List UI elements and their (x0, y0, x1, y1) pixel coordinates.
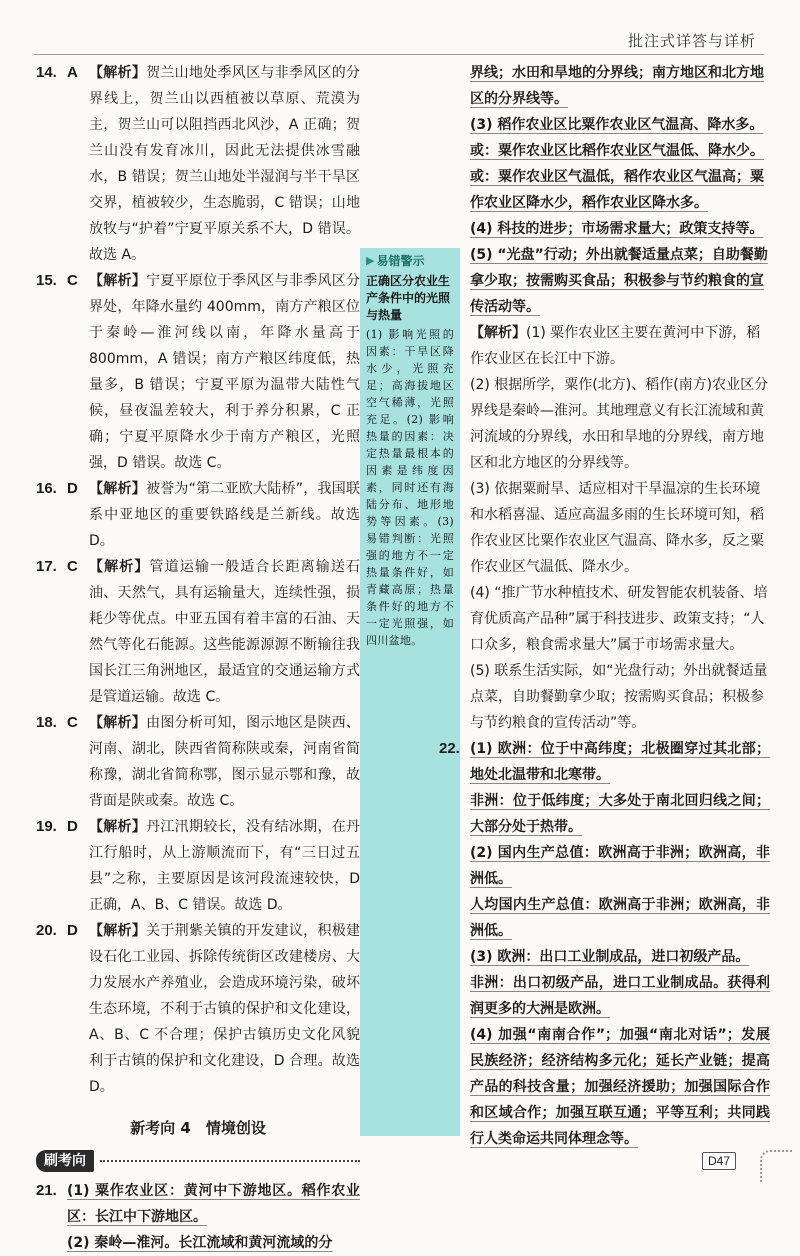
analysis-text: 被誉为“第二亚欧大陆桥”，我国联系中亚地区的重要铁路线是兰新线。故选 D。 (89, 481, 360, 549)
answer-15 (36, 268, 360, 476)
right-column (439, 60, 770, 1152)
question-number: 22. (439, 740, 460, 757)
answer-letter: D (67, 922, 78, 939)
answer-line: (3) 欧洲：出口工业制成品，进口初级产品。 (470, 949, 750, 965)
arrow-icon: ▶ (366, 254, 375, 267)
analysis-tag: 【解析】 (89, 273, 147, 289)
analysis-text: 由图分析可知，图示地区是陕西、河南、湖北，陕西省简称陕或秦，河南省简称豫，湖北省简称鄂，图示显示鄂和豫，故背面是陕或秦。故选 C。 (89, 715, 361, 809)
answer-line: (2) 秦岭—淮河。长江流域和黄河流域的分 (67, 1235, 333, 1251)
answer-line: (3) 稻作农业区比粟作农业区气温高、降水多。或：粟作农业区比稻作农业区气温低、降水少。或：粟作农业区气温低，稻作农业区气温高；粟作农业区降水少，稻作农业区降水多。 (470, 117, 764, 211)
analysis-tag: 【解析】 (89, 819, 147, 835)
answer-line: (1) 欧洲：位于中高纬度；北极圈穿过其北部；地处北温带和北寒带。 (470, 741, 770, 783)
analysis-tag: 【解析】 (470, 325, 526, 341)
answer-line: 界线；水田和旱地的分界线；南方地区和北方地区的分界线等。 (470, 65, 764, 107)
page-number: D47 (702, 1152, 736, 1170)
question-number: 17. (36, 558, 57, 575)
answer-line: (2) 国内生产总值：欧洲高于非洲；欧洲高，非洲低。 (470, 845, 770, 887)
analysis-tag: 【解析】 (89, 65, 147, 81)
answer-line: (4) 科技的进步；市场需求量大；政策支持等。 (470, 221, 764, 237)
analysis-text: (5) 联系生活实际，如“光盘行动；外出就餐适量点菜，自助餐勤拿少取；按需购买食品；积极参与节约粮食的宣传活动”等。 (470, 663, 768, 731)
sidebar-title: 正确区分农业生产条件中的光照与热量 (366, 274, 451, 322)
question-number: 15. (36, 272, 57, 289)
analysis-text: 管道运输一般适合长距离输送石油、天然气，具有运输量大，连续性强，损耗少等优点。中亚五国有着丰富的石油、天然气等化石能源。这些能源源源不断输往我国长江三角洲地区，最适宜的交通运输方式是管道运输。故选 C。 (89, 559, 361, 705)
answer-line: 人均国内生产总值：欧洲高于非洲；欧洲高，非洲低。 (470, 897, 770, 939)
question-number: 19. (36, 818, 57, 835)
answer-21 (36, 1178, 360, 1256)
analysis-text: 贺兰山地处季风区与非季风区的分界线上，贺兰山以西植被以草原、荒漠为主，贺兰山可以阻挡西北风沙，A 正确；贺兰山没有发育冰川，因此无法提供冰雪融水，B 错误；贺兰山地处半湿润与半干旱区交界，植被较少，生态脆弱，C 错误；山地放牧与“护着”宁夏平原关系不大，D 错误。故选 A。 (89, 65, 361, 263)
question-number: 14. (36, 64, 57, 81)
sidebar-head (366, 252, 454, 269)
answer-letter: A (67, 64, 78, 81)
analysis-tag: 【解析】 (89, 715, 147, 731)
answer-19 (36, 814, 360, 918)
answer-line: 非洲：出口初级产品，进口工业制成品。获得利润更多的大洲是欧洲。 (470, 975, 770, 1017)
header-divider (34, 54, 764, 55)
page-header-title: 批注式详答与详析 (627, 32, 756, 50)
analysis-text: (1) 粟作农业区主要在黄河中下游，稻作农业区在长江中下游。 (470, 325, 761, 367)
question-number: 21. (36, 1182, 57, 1199)
left-column (36, 60, 360, 1256)
answer-letter: C (67, 558, 78, 575)
answer-18 (36, 710, 360, 814)
analysis-text: 丹江汛期较长，没有结冰期，在丹江行船时，从上游顺流而下，有“三日过五县”之称，主要原因是该河段流速较快，D 正确，A、B、C 错误。故选 D。 (89, 819, 361, 913)
analysis-tag: 【解析】 (89, 559, 150, 575)
answer-line: 非洲：位于低纬度；大多处于南北回归线之间；大部分处于热带。 (470, 793, 770, 835)
answer-line: (5) “光盘”行动；外出就餐适量点菜；自助餐勤拿少取；按需购买食品；积极参与节约粮食的宣传活动等。 (470, 247, 768, 315)
corner-decoration (760, 1150, 792, 1182)
analysis-text: (2) 根据所学，粟作(北方)、稻作(南方)农业区分界线是秦岭—淮河。其地理意义有长江流域和黄河流域的分界线，水田和旱地的分界线，南方地区和北方地区的分界线等。 (470, 377, 769, 471)
answer-17 (36, 554, 360, 710)
answer-14 (36, 60, 360, 268)
question-number: 16. (36, 480, 57, 497)
analysis-tag: 【解析】 (89, 923, 147, 939)
shua-kaoxiang-banner (36, 1150, 360, 1172)
question-number: 20. (36, 922, 57, 939)
answer-letter: C (67, 272, 78, 289)
answer-letter: D (67, 818, 78, 835)
analysis-text: (4) “推广节水种植技术、研发智能农机装备、培育优质高产品种”属于科技进步、政策支持；“人口众多，粮食需求量大”属于市场需求量大。 (470, 585, 768, 653)
sidebar-head-label: 易错警示 (376, 254, 425, 268)
answer-letter: D (67, 480, 78, 497)
answer-20 (36, 918, 360, 1100)
answer-line: (4) 加强“南南合作”；加强“南北对话”；发展民族经济；经济结构多元化；延长产业链；提高产品的科技含量；加强经济援助；加强国际合作和区域合作；加强互联互通；平等互利；共同践行人类命运共同体理念等。 (470, 1027, 770, 1147)
analysis-text: 宁夏平原位于季风区与非季风区分界处，年降水量约 400mm，南方产粮区位于秦岭—淮河线以南，年降水量高于 800mm，A 错误；南方产粮区纬度低，热量多，B 错误；宁夏平原为温带大陆性气候，昼夜温差较大，利于养分积累，C 正确；宁夏平原降水少于南方产粮区，光照强，D 错误。故选 C。 (89, 273, 361, 471)
answer-line: (1) 粟作农业区：黄河中下游地区。稻作农业区：长江中下游地区。 (67, 1183, 360, 1225)
answer-16 (36, 476, 360, 554)
analysis-text: (3) 依据粟耐旱、适应相对干旱温凉的生长环境和水稻喜湿、适应高温多雨的生长环境可知，稻作农业区比粟作农业区气温高、降水多，反之粟作农业区气温低、降水少。 (470, 481, 764, 575)
sidebar-text: (1) 影响光照的因素：干旱区降水少，光照充足；高海拔地区空气稀薄，光照充足。(2) 影响热量的因素：决定热量最根本的因素是纬度因素，同时还有海陆分布、地形地势等因素。(3) 易错判断：光照强的地方不一定热量条件好，如青藏高原；热量条件好的地方不一定光照强，如四川盆地。 (366, 328, 454, 647)
question-number: 18. (36, 714, 57, 731)
answer-22 (439, 736, 770, 1152)
section-title: 新考向 4 情境创设 (130, 1119, 266, 1137)
answer-letter: C (67, 714, 78, 731)
dotted-divider (100, 1160, 360, 1162)
shua-label: 刷考向 (36, 1150, 94, 1172)
analysis-text: 关于荆紫关镇的开发建议，积极建设石化工业园、拆除传统街区改建楼房、大力发展水产养殖业，会造成环境污染，破坏生态环境，不利于古镇的保护和文化建设，A、B、C 不合理；保护古镇历史文化风貌利于古镇的保护和文化建设，D 合理。故选 D。 (89, 923, 361, 1095)
analysis-tag: 【解析】 (89, 481, 146, 497)
